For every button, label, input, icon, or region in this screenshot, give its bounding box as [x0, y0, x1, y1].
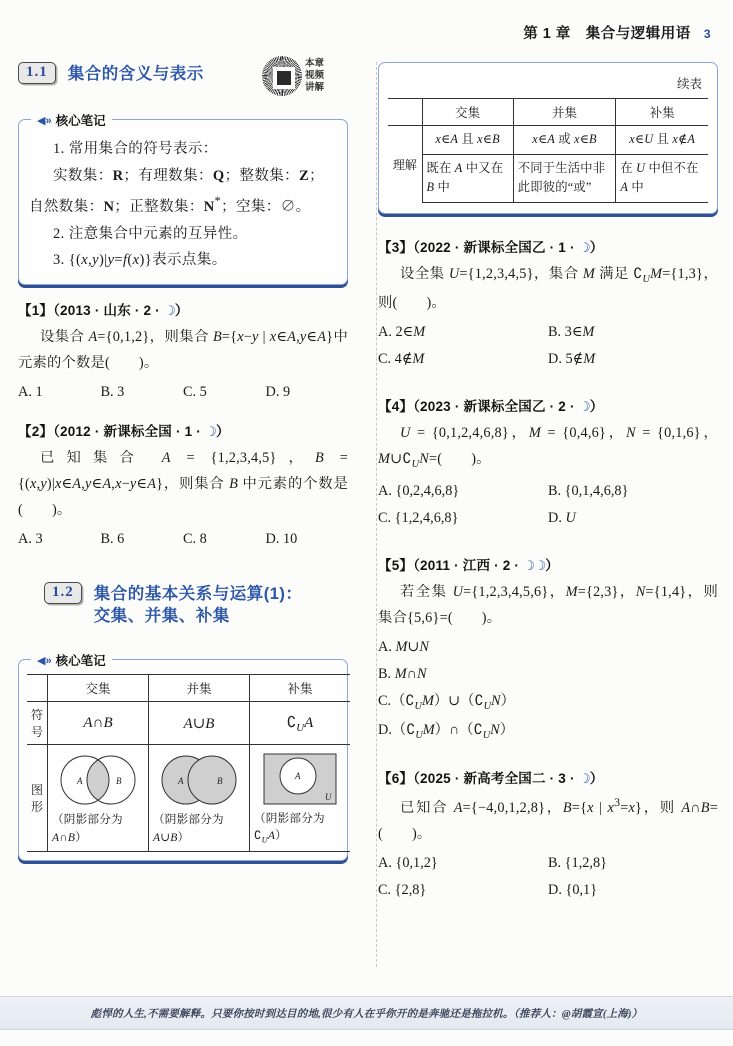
speaker-icon: ◀» [37, 654, 52, 667]
problem-source: （2013 · 山东 · 2 · [53, 303, 164, 319]
col-header-complement: 补集 [250, 675, 351, 702]
table-row [27, 702, 350, 745]
col-header-union: 并集 [149, 675, 250, 702]
problem-options [18, 526, 348, 553]
row-label-figure: 图形 [27, 745, 48, 852]
cell-intersection-desc: 既在 A 中又在 B 中 [422, 154, 513, 202]
continued-table [388, 98, 708, 203]
core-notes-label [31, 651, 112, 669]
col-header-complement: 补集 [616, 99, 708, 126]
option[interactable]: D. 5∉M [548, 350, 596, 367]
difficulty-moon-icon: ☽ [578, 771, 590, 787]
problem-source-end: ） [589, 240, 604, 256]
venn-cell-complement [250, 745, 351, 852]
two-column-body [18, 58, 719, 967]
table-header-row [388, 99, 708, 126]
core-notes-box-2 [18, 654, 348, 861]
option[interactable]: $C.(∁_UM)\cup(∁_UN)$ [378, 693, 515, 713]
difficulty-moon-icon: ☽ [578, 398, 590, 414]
problem-header [378, 236, 718, 256]
section-title [94, 582, 303, 628]
venn-diagram-union [153, 752, 245, 808]
continued-table-caption: 续表 [676, 77, 702, 91]
svg-text:A: A [178, 776, 184, 787]
problem-source-end: ） [216, 424, 230, 440]
option[interactable]: A. {0,1,2} [378, 854, 438, 871]
svg-text:U: U [325, 792, 332, 803]
problem-source: （2025 · 新高考全国二 · 3 · [413, 771, 579, 787]
qr-label-line1: 本章 [304, 58, 324, 70]
section-title-line2: 交集、并集、补集 [93, 606, 230, 625]
section-heading-1-2 [44, 582, 348, 628]
problem-source: （2012 · 新课标全国 · 1 · [53, 424, 205, 440]
core-notes-label [31, 111, 112, 129]
problem-stem: 设全集 U={1,2,3,4,5}，集合 M 满足 $∁_UM=\{1,3\}$，则( )。 [378, 266, 718, 311]
problem-source: （2011 · 江西 · 2 · [413, 557, 524, 573]
problem-stem: 若全集 U={1,2,3,4,5,6}，M={2,3}，N={1,4}，则集合{5,6}=( )。 [378, 583, 719, 626]
problem-header [378, 554, 718, 574]
set-operations-table [27, 674, 350, 852]
option[interactable]: D. {0,1} [548, 882, 598, 898]
problem-options [18, 379, 348, 406]
problem-options [378, 478, 718, 532]
option[interactable]: B. {0,1,4,6,8} [548, 482, 629, 499]
cell-complement-desc: 在 U 中但不在 A 中 [616, 154, 708, 202]
problem-source-end: ） [589, 398, 604, 414]
section-number-badge: 1.1 [18, 62, 56, 84]
col-header-intersection: 交集 [422, 99, 513, 126]
venn-cell-intersection [48, 745, 149, 852]
option[interactable]: B. {1,2,8} [548, 854, 608, 871]
difficulty-moon-icon: ☽ [204, 424, 216, 440]
venn-diagram-intersection [52, 752, 144, 808]
row-label-understanding: 理解 [388, 126, 422, 203]
option[interactable]: D. U [548, 509, 576, 526]
problem-source-end: ） [174, 303, 189, 319]
difficulty-moon-icon: ☽ [578, 240, 590, 256]
core-notes-label-text: 核心笔记 [55, 114, 106, 129]
venn-diagram-complement [254, 751, 346, 807]
problem-source-end: ） [589, 771, 604, 787]
corner-cell [27, 675, 48, 702]
table-header-row [27, 675, 350, 702]
problem-stem: U = {0,1,2,4,6,8}，M = {0,4,6}，N = {0,1,6}，$M\cup∁_UN=$( )。 [378, 424, 718, 470]
problem-stem: 设集合 A={0,1,2}，则集合 B={x−y | x∈A,y∈A}中元素的个数是( )。 [18, 329, 348, 372]
cell-union-desc: 不同于生活中非 此即彼的“或” [513, 154, 616, 202]
symbol-union: A∪B [149, 702, 250, 745]
svg-text:B: B [116, 776, 122, 787]
problem-4 [378, 395, 718, 532]
continued-table-box [378, 62, 718, 214]
venn-caption: （阴影部分为 A∩B） [52, 813, 123, 844]
column-divider [376, 62, 377, 967]
option[interactable]: B. M∩N [378, 666, 427, 683]
option[interactable]: $D.(∁_UM)\cap(∁_UN)$ [378, 721, 514, 741]
section-title-line1: 集合的含义与表示 [67, 65, 204, 83]
problem-id: 【2】 [18, 424, 54, 440]
running-head [523, 22, 711, 43]
option[interactable]: C. 5 [183, 384, 207, 401]
qr-code-icon[interactable] [262, 56, 302, 96]
option[interactable]: C. {1,2,4,6,8} [378, 509, 459, 526]
qr-label [305, 58, 324, 94]
problem-id: 【3】 [378, 240, 414, 256]
symbol-complement: $∁_UA$ [250, 702, 351, 745]
venn-cell-union [149, 745, 250, 852]
option[interactable]: C. 4∉M [378, 350, 425, 367]
problem-header [18, 299, 348, 319]
problem-header [18, 420, 348, 440]
right-column [378, 62, 718, 967]
problem-id: 【4】 [378, 398, 414, 414]
venn-svg [153, 752, 245, 808]
corner-cell [388, 99, 422, 126]
note-line: 1. 常用集合的符号表示： [53, 141, 218, 158]
problem-5 [378, 554, 718, 745]
section-number-badge: 1.2 [44, 582, 82, 604]
problem-id: 【6】 [378, 771, 414, 787]
option[interactable]: B. 3∈M [548, 323, 595, 340]
venn-caption: （阴影部分为 A∪B） [153, 813, 224, 844]
option[interactable]: C. {2,8} [378, 882, 427, 898]
table-row [388, 126, 708, 155]
problem-1 [18, 299, 348, 406]
option[interactable]: A. {0,2,4,6,8} [378, 482, 460, 499]
qr-label-line3: 讲解 [304, 81, 324, 93]
option[interactable]: A. M∪N [378, 638, 429, 655]
venn-caption: （阴影部分为 $∁_UA$） [254, 812, 325, 845]
footer-quote-text: 彪悍的人生,不需要解释。只要你按时到达目的地,很少有人在乎你开的是奔驰还是拖拉机。（推荐人：@胡霞宣(上海)） [90, 1009, 643, 1020]
table-row [388, 154, 708, 202]
svg-text:A: A [77, 776, 83, 787]
problem-options [378, 850, 718, 904]
venn-svg [52, 752, 144, 808]
problem-2 [18, 420, 348, 553]
core-notes-box-1 [18, 114, 348, 285]
row-label-symbol: 符号 [27, 702, 48, 745]
qr-label-line2: 视频 [304, 70, 324, 82]
cell-union-condition: x∈A 或 x∈B [513, 126, 616, 155]
problem-header [378, 395, 718, 415]
cell-intersection-condition: x∈A 且 x∈B [422, 126, 513, 155]
option[interactable]: A. 2∈M [378, 323, 426, 340]
option[interactable]: B. 6 [100, 531, 125, 548]
option[interactable]: B. 3 [100, 384, 125, 401]
section-title [68, 62, 204, 85]
speaker-icon: ◀» [37, 114, 52, 127]
svg-text:B: B [217, 776, 223, 787]
problem-id: 【5】 [378, 557, 414, 573]
page-number: 3 [703, 27, 711, 41]
col-header-intersection: 交集 [48, 675, 149, 702]
problem-stem: 已知集合 A = {1,2,3,4,5}，B = {(x,y)|x∈A,y∈A,x−y∈A}，则集合 B 中元素的个数是( )。 [18, 450, 348, 519]
difficulty-moon-icon: ☽☽ [523, 557, 546, 573]
problem-3 [378, 236, 718, 373]
problem-source: （2023 · 新课标全国乙 · 2 · [413, 398, 579, 414]
problem-stem: 已知合 A={−4,0,1,2,8}，B={x | $x^3=x$}，则 A∩B=( )。 [378, 795, 718, 842]
table-row [27, 745, 350, 852]
svg-text:A: A [295, 771, 301, 782]
problem-source: （2022 · 新课标全国乙 · 1 · [413, 240, 579, 256]
option[interactable]: A. 3 [18, 531, 43, 548]
section-title-line1: 集合的基本关系与运算(1)： [93, 584, 303, 603]
problem-options [378, 319, 718, 373]
chapter-title: 第 1 章 集合与逻辑用语 [523, 26, 691, 42]
option[interactable]: D. 10 [265, 531, 298, 548]
problem-options [378, 634, 718, 745]
symbol-intersection: A∩B [48, 702, 149, 745]
col-header-union: 并集 [513, 99, 616, 126]
note-line: 自然数集：N；正整数集：N*；空集：∅。 [29, 193, 311, 215]
difficulty-moon-icon: ☽ [163, 303, 175, 319]
option[interactable]: C. 8 [183, 531, 207, 548]
cell-complement-condition: x∈U 且 x∉A [616, 126, 708, 155]
problem-id: 【1】 [18, 303, 54, 319]
core-notes-label-text: 核心笔记 [55, 654, 106, 669]
problem-source-end: ） [545, 557, 559, 573]
option[interactable]: D. 9 [265, 384, 291, 401]
footer-quote-band [0, 996, 733, 1030]
note-line: 3. {(x,y)|y=f(x)}表示点集。 [53, 252, 227, 269]
problem-6 [378, 767, 718, 904]
left-column [18, 58, 358, 967]
note-line: 2. 注意集合中元素的互异性。 [53, 225, 248, 242]
venn-svg [254, 751, 346, 807]
option[interactable]: A. 1 [18, 384, 43, 401]
note-line: 实数集：R；有理数集：Q；整数集：Z； [53, 168, 325, 185]
problem-header [378, 767, 718, 787]
chapter-video-qr[interactable] [262, 56, 324, 96]
